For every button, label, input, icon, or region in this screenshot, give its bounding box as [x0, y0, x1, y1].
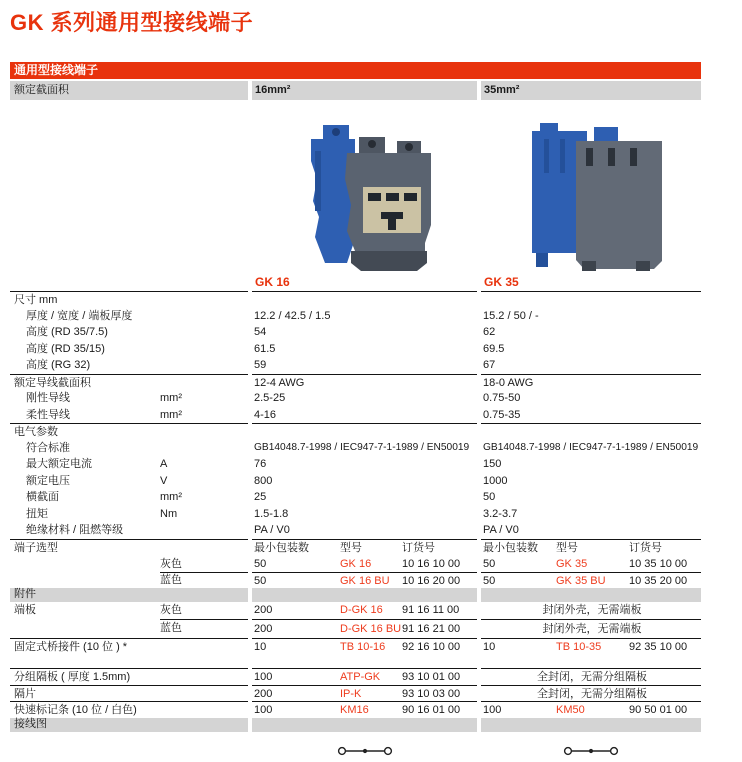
value-gk35: 50 — [483, 491, 496, 503]
value-gk16: 59 — [254, 359, 267, 371]
page-title: GK 系列通用型接线端子 — [10, 10, 254, 35]
value-gk35: 0.75-50 — [483, 392, 521, 404]
spec-label — [10, 506, 248, 523]
pack-qty: 50 — [254, 575, 267, 587]
pack-qty: 50 — [254, 557, 267, 570]
spec-label: 厚度 / 宽度 / 端板厚度 — [26, 309, 133, 322]
part-number: D-GK 16 BU — [340, 623, 402, 635]
part-number: TB 10-16 — [340, 641, 386, 653]
value-gk35: 15.2 / 50 / - — [483, 309, 539, 322]
spec-label — [10, 473, 248, 490]
value-gk35: PA / V0 — [483, 524, 519, 536]
spec-row-height-rg32 — [10, 357, 701, 374]
value-gk35: 67 — [483, 359, 496, 371]
value-gk16: 12.2 / 42.5 / 1.5 — [254, 309, 331, 322]
spec-row-max-current — [10, 456, 701, 473]
spec-row-height-rd3575 — [10, 324, 701, 341]
rated-value-gk35: 35mm² — [481, 81, 701, 100]
spec-label-text: 最大额定电流 — [26, 458, 92, 470]
spec-row-torque — [10, 506, 701, 523]
terminal-circuit-icon — [337, 744, 393, 758]
unit-label: mm² — [160, 392, 182, 404]
value-gk16: 2.5-25 — [254, 392, 286, 404]
value-gk16: 76 — [254, 458, 267, 470]
pack-qty: 10 — [254, 641, 267, 653]
spec-label: 绝缘材料 / 阻燃等级 — [26, 524, 124, 536]
value-gk35: 1000 — [483, 474, 508, 487]
order-number: 93 10 03 00 — [402, 687, 461, 700]
value-gk16: 12-4 AWG — [252, 374, 477, 392]
spec-row-thickness — [10, 308, 701, 325]
col-header-order: 订货号 — [629, 541, 662, 554]
order-number: 92 16 10 00 — [402, 641, 461, 653]
gk16-terminal-block-illustration — [289, 111, 441, 273]
part-number: KM16 — [340, 704, 369, 716]
pack-qty: 100 — [254, 704, 273, 716]
value-gk16: 1.5-1.8 — [254, 507, 289, 520]
spec-label-text: 端板 — [14, 603, 36, 616]
model-label-gk16: GK 16 — [255, 275, 290, 289]
pack-qty: 200 — [254, 687, 273, 700]
value-gk35: 0.75-35 — [483, 408, 521, 421]
pack-qty: 200 — [254, 603, 273, 616]
spec-label — [10, 489, 248, 506]
spec-label: 快速标记条 (10 位 / 白色) — [10, 701, 248, 719]
color-label: 灰色 — [160, 603, 182, 616]
category-header-label: 通用型接线端子 — [14, 63, 99, 77]
spec-label: 高度 (RD 35/7.5) — [26, 326, 108, 338]
spec-row-awg — [10, 374, 701, 391]
spacer-row — [10, 685, 701, 702]
spec-row-flex-wire — [10, 407, 701, 424]
unit-label: mm² — [160, 408, 182, 421]
part-number: GK 35 BU — [556, 575, 606, 587]
section-label: 电气参数 — [10, 423, 248, 441]
spec-row-cross-section — [10, 489, 701, 506]
value-gk16: 800 — [254, 474, 273, 487]
spec-label-text: 横截面 — [26, 491, 59, 503]
spec-row-insulation — [10, 522, 701, 539]
wiring-diagram-section-bar — [10, 718, 701, 732]
section-label: 端子选型 — [10, 539, 248, 557]
blank-row — [10, 654, 701, 668]
col-header-model: 型号 — [340, 541, 362, 554]
section-label: 附件 — [10, 588, 248, 602]
pack-qty: 50 — [483, 575, 496, 587]
part-number: KM50 — [556, 704, 585, 716]
value-gk16: GB14048.7-1998 / IEC947-7-1-1989 / EN50019 — [254, 441, 470, 453]
spec-label: 符合标准 — [26, 441, 70, 454]
spec-row-standard — [10, 440, 701, 457]
unit-label: V — [160, 474, 168, 487]
order-number: 10 35 20 00 — [629, 575, 688, 587]
col-header-qty: 最小包装数 — [254, 541, 309, 554]
note-gk35: 全封闭，无需分组隔板 — [481, 685, 701, 703]
note-gk35: 封闭外壳，无需端板 — [542, 603, 642, 616]
spec-label-text: 额定电压 — [26, 474, 70, 487]
selection-header-row — [10, 539, 701, 556]
part-number: GK 35 — [556, 557, 588, 570]
color-label: 蓝色 — [160, 622, 182, 634]
gk35-terminal-block-illustration — [516, 121, 666, 273]
value-gk16: 54 — [254, 326, 267, 338]
note-gk35: 全封闭，无需分组隔板 — [481, 668, 701, 686]
col-header-order: 订货号 — [402, 541, 435, 554]
rated-cross-section-row — [10, 81, 701, 100]
selection-row-gray — [10, 556, 701, 573]
value-gk16: 61.5 — [254, 342, 276, 355]
part-number: D-GK 16 — [340, 603, 383, 616]
color-label: 蓝色 — [160, 574, 182, 586]
spec-label: 固定式桥接件 (10 位 ) * — [10, 638, 248, 655]
order-number: 92 35 10 00 — [629, 641, 688, 653]
model-label-row — [10, 273, 701, 291]
gk16-product-image — [252, 100, 477, 273]
pack-qty: 100 — [254, 671, 273, 683]
bridge-row — [10, 638, 701, 654]
value-gk16: 4-16 — [254, 408, 277, 421]
endplate-row-blue — [10, 619, 701, 638]
order-number: 90 16 01 00 — [402, 704, 461, 716]
spec-label — [10, 456, 248, 473]
content-area — [10, 0, 701, 758]
accessories-section-bar — [10, 588, 701, 602]
part-number: GK 16 — [340, 557, 372, 570]
section-row-size — [10, 291, 701, 308]
order-number: 91 16 11 00 — [402, 603, 460, 616]
category-header-bar — [10, 62, 701, 79]
order-number: 10 16 10 00 — [402, 557, 461, 570]
product-image-row — [10, 100, 701, 273]
spec-label-text: 柔性导线 — [26, 408, 70, 421]
rated-cross-section-label: 额定截面积 — [10, 81, 248, 100]
terminal-circuit-icon — [563, 744, 619, 758]
pack-qty: 50 — [483, 557, 496, 570]
order-number: 10 16 20 00 — [402, 575, 461, 587]
section-label: 尺寸 mm — [10, 291, 248, 309]
color-label: 灰色 — [160, 557, 182, 570]
col-header-model: 型号 — [556, 541, 578, 554]
wiring-diagram-gk16 — [252, 744, 477, 758]
image-spacer — [10, 100, 248, 273]
gk35-product-image — [481, 100, 701, 273]
spec-label: 高度 (RG 32) — [26, 359, 91, 371]
spec-row-rated-voltage — [10, 473, 701, 490]
order-number: 90 50 01 00 — [629, 704, 688, 716]
wiring-diagram-row — [10, 744, 701, 758]
order-number: 93 10 01 00 — [402, 671, 461, 683]
spec-row-rigid-wire — [10, 390, 701, 407]
selection-row-blue — [10, 572, 701, 588]
rated-value-gk16: 16mm² — [252, 81, 477, 100]
spec-label-text: 扭矩 — [26, 507, 48, 520]
value-gk35: 18-0 AWG — [481, 374, 701, 392]
pack-qty: 10 — [483, 641, 496, 653]
spec-label: 分组隔板 ( 厚度 1.5mm) — [10, 668, 248, 686]
value-gk35: 3.2-3.7 — [483, 507, 518, 520]
endplate-row-gray — [10, 602, 701, 620]
value-gk35: 69.5 — [483, 342, 505, 355]
unit-label: Nm — [160, 507, 178, 520]
marker-row — [10, 701, 701, 718]
section-label: 接线图 — [10, 718, 248, 732]
value-gk35: 150 — [483, 458, 502, 470]
pack-qty: 100 — [483, 704, 502, 716]
section-label: 额定导线截面积 — [10, 374, 248, 392]
spec-label: 高度 (RD 35/15) — [26, 342, 105, 355]
model-spacer — [10, 273, 248, 291]
separator-row — [10, 668, 701, 685]
value-gk16: PA / V0 — [254, 524, 290, 536]
col-header-qty: 最小包装数 — [483, 541, 538, 554]
spec-label — [10, 407, 248, 424]
order-number: 91 16 21 00 — [402, 623, 461, 635]
part-number: GK 16 BU — [340, 575, 390, 587]
order-number: 10 35 10 00 — [629, 557, 688, 570]
pack-qty: 200 — [254, 623, 273, 635]
value-gk35: 62 — [483, 326, 496, 338]
part-number: TB 10-35 — [556, 641, 602, 653]
spec-label: 隔片 — [10, 685, 248, 703]
note-gk35: 封闭外壳，无需端板 — [481, 619, 701, 639]
value-gk35: GB14048.7-1998 / IEC947-7-1-1989 / EN50019 — [483, 441, 699, 453]
value-gk16: 25 — [254, 491, 267, 503]
part-number: IP-K — [340, 687, 362, 700]
spec-row-height-rd3515 — [10, 341, 701, 358]
part-number: ATP-GK — [340, 671, 381, 683]
spec-label-text: 刚性导线 — [26, 392, 70, 404]
wiring-diagram-gk35 — [481, 744, 701, 758]
unit-label: A — [160, 458, 168, 470]
section-row-electrical — [10, 423, 701, 440]
spec-label — [10, 390, 248, 407]
model-label-gk35: GK 35 — [484, 275, 519, 289]
unit-label: mm² — [160, 491, 182, 503]
